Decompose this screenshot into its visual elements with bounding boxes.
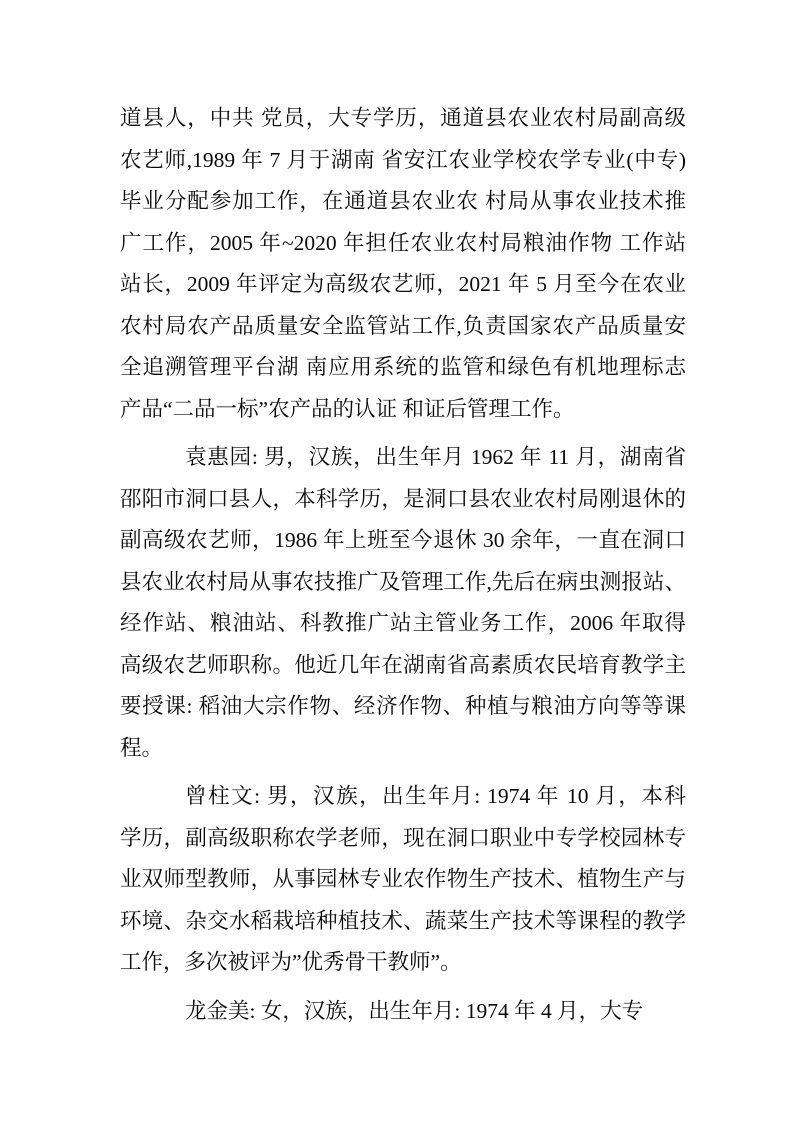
text-line: 曾柱文: 男，汉族，出生年月: 1974 年 10 月，本科: [185, 784, 686, 808]
paragraph-yuan-huiyuan: [120, 437, 686, 769]
text-line: 学历，副高级职称农学老师，现在洞口职业中专学校园林专: [120, 825, 686, 850]
text-line: 工作，多次被评为”优秀骨干教师”。: [120, 950, 462, 974]
text-line: 广工作，2005 年~2020 年担任农业农村局粮油作物 工作站: [120, 230, 686, 255]
text-line: 经作站、粮油站、科教推广站主管业务工作，2006 年取得: [120, 611, 686, 635]
text-line: 农艺师,1989 年 7 月于湖南 省安江农业学校农学专业(中专): [120, 147, 686, 172]
text-line: 要授课: 稻油大宗作物、经济作物、种植与粮油方向等等课: [120, 694, 686, 718]
text-line: 环境、杂交水稻栽培种植技术、蔬菜生产技术等课程的教学: [120, 908, 686, 933]
document-text-body: [120, 98, 686, 1032]
text-line: 站长，2009 年评定为高级农艺师，2021 年 5 月至今在农业: [120, 272, 686, 296]
text-line: 业双师型教师，从事园林专业农作物生产技术、植物生产与: [120, 867, 686, 891]
paragraph-long-jinmei: [120, 991, 686, 1033]
paragraph-zeng-zhuwen: [120, 776, 686, 984]
text-line: 邵阳市洞口县人，本科学历，是洞口县农业农村局刚退休的: [120, 486, 686, 511]
text-line: 产品“二品一标”农产品的认证 和证后管理工作。: [120, 396, 575, 421]
text-line: 龙金美: 女，汉族，出生年月: 1974 年 4 月，大专: [185, 998, 644, 1023]
text-line: 袁惠园: 男，汉族，出生年月 1962 年 11 月，湖南省: [185, 445, 686, 469]
text-line: 道县人，中共 党员，大专学历，通道县农业农村局副高级: [120, 106, 686, 130]
text-line: 副高级农艺师，1986 年上班至今退休 30 余年，一直在洞口: [120, 528, 686, 552]
text-line: 程。: [120, 735, 164, 760]
text-line: 农村局农产品质量安全监管站工作,负责国家农产品质量安: [120, 313, 686, 338]
text-line: 县农业农村局从事农技推广及管理工作,先后在病虫测报站、: [120, 569, 686, 594]
paragraph-continuation: [120, 98, 686, 430]
text-line: 毕业分配参加工作，在通道县农业农 村局从事农业技术推: [120, 189, 686, 213]
text-line: 高级农艺师职称。他近几年在湖南省高素质农民培育教学主: [120, 652, 686, 677]
text-line: 全追溯管理平台湖 南应用系统的监管和绿色有机地理标志: [120, 355, 686, 379]
